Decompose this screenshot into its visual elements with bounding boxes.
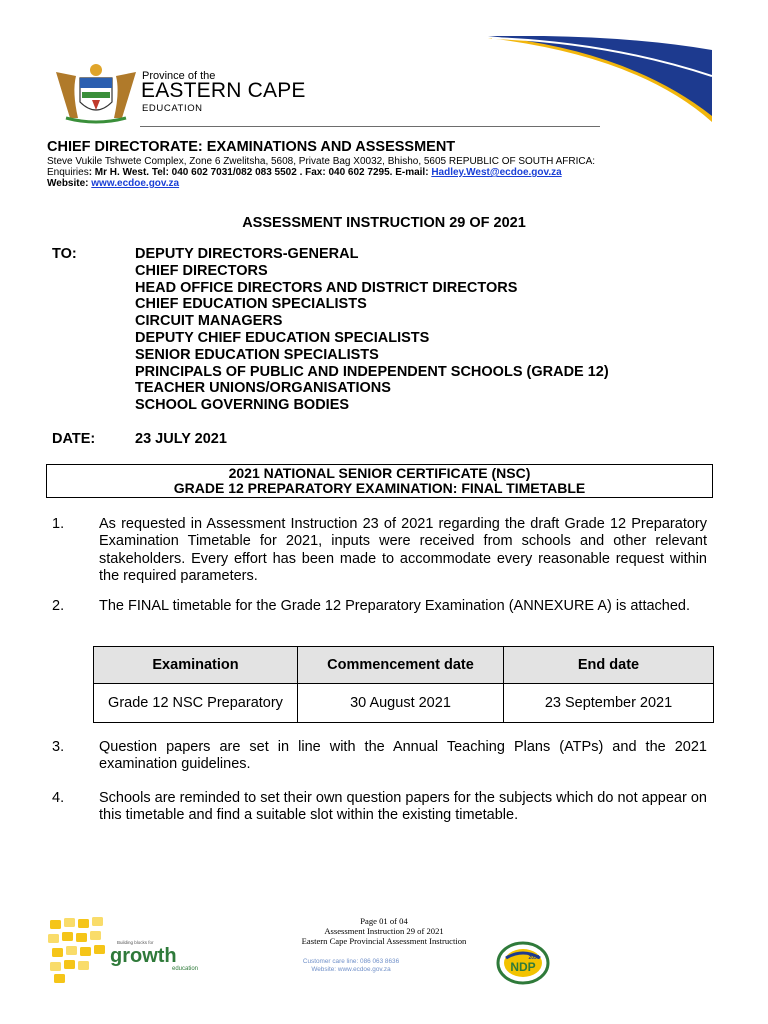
table-row [94, 684, 714, 723]
paragraph-text: Schools are reminded to set their own question papers for the subjects which do not appear on this timetable and find a suitable slot within the existing timetable. [99, 790, 707, 824]
subject-line-1: 2021 NATIONAL SENIOR CERTIFICATE (NSC) [228, 465, 531, 481]
recipient-list [135, 246, 609, 414]
paragraph-number: 3. [52, 739, 65, 755]
recipient-item: DEPUTY CHIEF EDUCATION SPECIALISTS [135, 329, 430, 346]
address-line: Steve Vukile Tshwete Complex, Zone 6 Zwelitsha, 5608, Private Bag X0032, Bhisho, 5605 REPUBLIC OF SOUTH AFRICA: [47, 156, 596, 167]
page-number: Page 01 of 04 [360, 916, 408, 926]
website-label: Website: [47, 178, 92, 189]
customer-care-line: Customer care line: 086 063 8636 [302, 958, 400, 965]
recipient-item: PRINCIPALS OF PUBLIC AND INDEPENDENT SCHOOLS (GRADE 12) [135, 363, 609, 380]
footer-contact [276, 958, 426, 974]
growth-subtitle: education [172, 966, 199, 972]
email-link[interactable]: Hadley.West@ecdoe.gov.za [431, 167, 562, 178]
subject-line-2: GRADE 12 PREPARATORY EXAMINATION: FINAL TIMETABLE [173, 480, 586, 496]
recipient-item: CIRCUIT MANAGERS [135, 313, 283, 330]
recipient-item: SENIOR EDUCATION SPECIALISTS [135, 346, 379, 363]
paragraph-text: The FINAL timetable for the Grade 12 Preparatory Examination (ANNEXURE A) is attached. [99, 598, 691, 614]
header-divider [140, 126, 600, 127]
paragraph-number: 4. [52, 790, 65, 806]
chief-directorate-heading: CHIEF DIRECTORATE: EXAMINATIONS AND ASSESSMENT [47, 139, 456, 155]
recipient-item: CHIEF DIRECTORS [135, 262, 268, 279]
coat-of-arms-logo [52, 62, 140, 126]
recipient-item: CHIEF EDUCATION SPECIALISTS [135, 296, 367, 313]
table-cell: Grade 12 NSC Preparatory [94, 684, 298, 723]
paragraph-text: As requested in Assessment Instruction 23 of 2021 regarding the draft Grade 12 Preparatory Examination Timetable for 2021, inputs were received from schools and other relevant stakeholders. Every effort has been made to accommodate every reasonable request within the required parameters. [99, 516, 707, 584]
subject-box [46, 464, 713, 498]
enquiries-details: : Mr H. West. Tel: 040 602 7031/082 083 5502 . Fax: 040 602 7295. E-mail: [88, 167, 432, 178]
paragraph-number: 1. [52, 516, 65, 532]
ndp-year: 2030 [528, 955, 540, 961]
table-header-cell: End date [504, 647, 714, 684]
growth-tagline: Building blocks for [117, 940, 154, 945]
growth-wordmark: growth [110, 945, 177, 967]
recipient-item: HEAD OFFICE DIRECTORS AND DISTRICT DIRECTORS [135, 279, 518, 296]
website-link[interactable]: www.ecdoe.gov.za [91, 178, 180, 189]
recipient-item: TEACHER UNIONS/ORGANISATIONS [135, 380, 391, 397]
header-swoosh-graphic [488, 36, 712, 122]
footer-website: Website: www.ecdoe.gov.za [311, 966, 391, 973]
enquiries-label: Enquiries [47, 167, 89, 178]
table-header-cell: Commencement date [298, 647, 504, 684]
to-label: TO: [52, 246, 77, 262]
province-name: EASTERN CAPE [141, 79, 306, 102]
table-cell: 30 August 2021 [298, 684, 504, 723]
ndp-label: NDP [510, 960, 536, 974]
footer-provincial: Eastern Cape Provincial Assessment Instruction [301, 936, 467, 946]
exam-dates-table [93, 646, 714, 723]
province-prefix: Province of the [142, 70, 216, 82]
table-header-cell: Examination [94, 647, 298, 684]
recipient-item: DEPUTY DIRECTORS-GENERAL [135, 246, 359, 262]
footer-instruction: Assessment Instruction 29 of 2021 [324, 926, 444, 936]
table-cell: 23 September 2021 [504, 684, 714, 723]
recipient-item: SCHOOL GOVERNING BODIES [135, 397, 350, 414]
paragraph-text: Question papers are set in line with the Annual Teaching Plans (ATPs) and the 2021 examination guidelines. [99, 739, 707, 773]
website-line [47, 178, 179, 190]
instruction-title: ASSESSMENT INSTRUCTION 29 OF 2021 [242, 215, 526, 231]
date-value: 23 JULY 2021 [135, 431, 227, 447]
department-name: EDUCATION [142, 103, 203, 114]
date-label: DATE: [52, 431, 96, 447]
table-header-row [94, 647, 714, 684]
paragraph-number: 2. [52, 598, 65, 614]
ndp-2030-logo [496, 940, 550, 986]
